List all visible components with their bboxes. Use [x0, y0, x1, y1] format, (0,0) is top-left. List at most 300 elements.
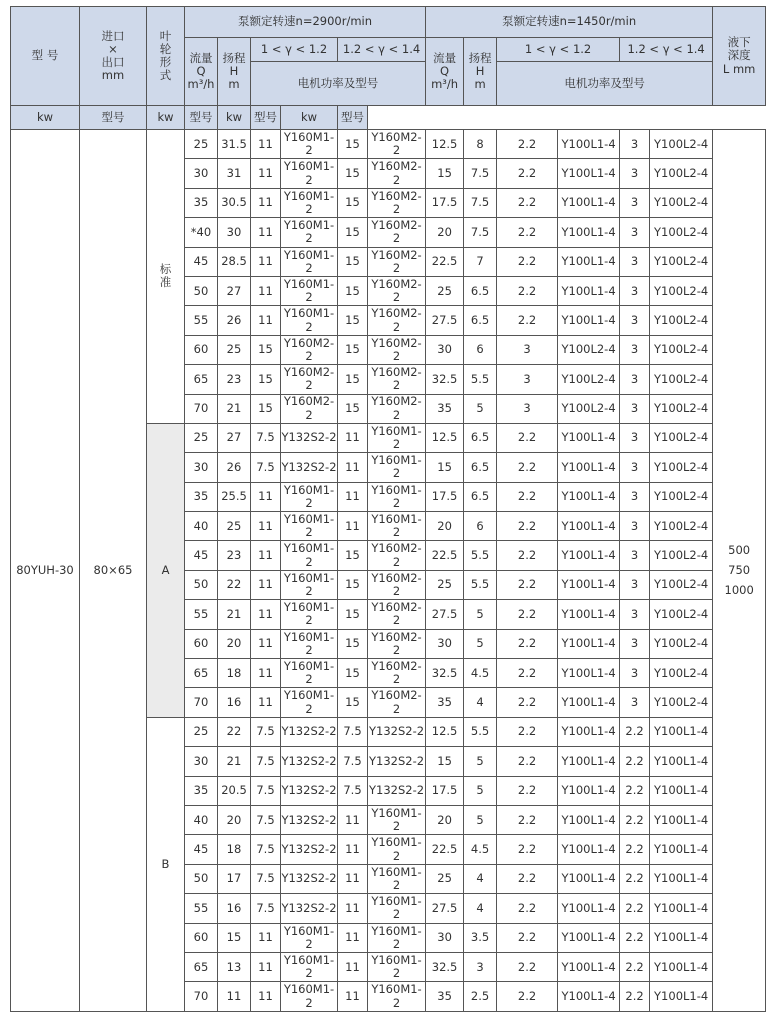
data-cell: 15 [426, 453, 464, 482]
data-cell: 5.5 [464, 365, 497, 394]
data-cell: Y160M1-2 [368, 805, 426, 834]
data-cell: 32.5 [426, 365, 464, 394]
data-cell: 2.2 [497, 570, 558, 599]
data-cell: Y100L1-4 [558, 717, 620, 746]
data-cell: 11 [338, 482, 368, 511]
data-cell: 3 [497, 365, 558, 394]
data-cell: Y100L1-4 [650, 717, 713, 746]
data-cell: 3 [620, 365, 650, 394]
data-cell: 11 [338, 805, 368, 834]
data-cell: 6 [464, 335, 497, 364]
data-cell: 5 [464, 747, 497, 776]
data-cell: Y100L2-4 [650, 335, 713, 364]
kw-header: kw [147, 106, 185, 130]
data-cell: 27.5 [426, 894, 464, 923]
data-cell: Y100L1-4 [650, 982, 713, 1011]
data-cell: 7.5 [251, 894, 281, 923]
data-cell: Y100L1-4 [558, 453, 620, 482]
data-cell: 3 [464, 952, 497, 981]
data-cell: 22 [218, 570, 251, 599]
data-cell: 11 [251, 306, 281, 335]
data-cell: Y100L2-4 [650, 159, 713, 188]
data-cell: 5 [464, 394, 497, 423]
data-cell: 70 [185, 688, 218, 717]
data-cell: Y160M1-2 [281, 923, 338, 952]
data-cell: Y160M1-2 [281, 688, 338, 717]
data-cell: Y100L1-4 [558, 482, 620, 511]
data-cell: 11 [251, 482, 281, 511]
data-cell: Y100L2-4 [650, 247, 713, 276]
data-cell: 11 [251, 923, 281, 952]
data-cell: Y160M2-2 [368, 600, 426, 629]
data-cell: 3 [620, 247, 650, 276]
data-cell: Y100L2-4 [650, 453, 713, 482]
data-cell: Y100L1-4 [558, 805, 620, 834]
data-cell: 45 [185, 541, 218, 570]
data-cell: Y160M2-2 [368, 218, 426, 247]
data-cell: 2.2 [497, 218, 558, 247]
data-cell: Y100L2-4 [650, 130, 713, 159]
data-cell: 7.5 [338, 747, 368, 776]
data-cell: 3 [620, 423, 650, 452]
data-cell: Y100L1-4 [558, 276, 620, 305]
data-cell: Y160M1-2 [281, 982, 338, 1011]
data-cell: Y100L1-4 [650, 747, 713, 776]
flow-header-1450: 流量 Q m³/h [426, 38, 464, 106]
data-cell: 11 [251, 512, 281, 541]
range-b-header-1450: 1.2 < γ < 1.4 [620, 38, 713, 62]
data-cell: 3 [620, 570, 650, 599]
data-cell: Y160M1-2 [281, 276, 338, 305]
data-cell: Y100L2-4 [650, 276, 713, 305]
data-cell: 15 [338, 159, 368, 188]
data-cell: 40 [185, 805, 218, 834]
spec-table-container [10, 6, 766, 1012]
data-cell: 11 [338, 453, 368, 482]
data-cell: 35 [185, 482, 218, 511]
data-cell: 23 [218, 541, 251, 570]
data-cell: 13 [218, 952, 251, 981]
data-cell: 60 [185, 923, 218, 952]
data-cell: Y160M2-2 [368, 188, 426, 217]
depth-value: 1000 [724, 583, 754, 598]
data-cell: 26 [218, 453, 251, 482]
data-cell: 6.5 [464, 306, 497, 335]
data-cell: Y160M2-2 [368, 276, 426, 305]
data-cell: 15 [338, 218, 368, 247]
data-cell: Y100L2-4 [558, 335, 620, 364]
data-cell: 7.5 [338, 776, 368, 805]
data-cell: 35 [185, 776, 218, 805]
data-cell: Y132S2-2 [281, 776, 338, 805]
data-cell: 7 [464, 247, 497, 276]
data-cell: Y132S2-2 [281, 717, 338, 746]
speed-2900-header: 泵额定转速n=2900r/min [185, 7, 426, 38]
data-cell: 2.2 [497, 247, 558, 276]
data-cell: 12.5 [426, 717, 464, 746]
inlet-outlet-header: 进口 × 出口 mm [80, 7, 147, 106]
data-cell: Y100L1-4 [650, 805, 713, 834]
data-cell: Y160M1-2 [368, 923, 426, 952]
data-cell: 7.5 [338, 717, 368, 746]
motor-header-1450: 电机功率及型号 [497, 62, 713, 106]
data-cell: 6.5 [464, 482, 497, 511]
data-cell: Y160M1-2 [368, 835, 426, 864]
depth-value: 500 [728, 543, 751, 558]
data-cell: Y100L1-4 [558, 894, 620, 923]
data-cell: Y160M1-2 [281, 541, 338, 570]
data-cell: 20 [426, 805, 464, 834]
data-cell: Y160M2-2 [368, 335, 426, 364]
data-cell: 3.5 [464, 923, 497, 952]
range-b-header-2900: 1.2 < γ < 1.4 [338, 38, 426, 62]
data-cell: 55 [185, 894, 218, 923]
data-cell: 15 [338, 247, 368, 276]
data-cell: 70 [185, 394, 218, 423]
data-cell: Y160M1-2 [281, 130, 338, 159]
impeller-type-header: 叶 轮 形 式 [147, 7, 185, 106]
pump-spec-table [10, 6, 766, 1012]
data-cell: Y160M2-2 [368, 247, 426, 276]
data-cell: 15 [338, 276, 368, 305]
data-cell: 21 [218, 600, 251, 629]
data-cell: Y160M1-2 [368, 482, 426, 511]
data-cell: 11 [338, 864, 368, 893]
data-cell: 2.2 [497, 188, 558, 217]
data-cell: 7.5 [251, 747, 281, 776]
data-cell: Y100L1-4 [558, 247, 620, 276]
data-cell: 70 [185, 982, 218, 1011]
model-header: 型 号 [11, 7, 80, 106]
data-cell: 15 [251, 335, 281, 364]
data-cell: Y100L2-4 [650, 541, 713, 570]
data-cell: Y100L1-4 [558, 952, 620, 981]
data-cell: 11 [251, 218, 281, 247]
data-cell: Y132S2-2 [281, 453, 338, 482]
data-cell: Y132S2-2 [368, 747, 426, 776]
data-cell: 7.5 [464, 218, 497, 247]
impeller-char: B [161, 856, 170, 871]
data-cell: 4 [464, 864, 497, 893]
data-cell: Y160M1-2 [281, 570, 338, 599]
data-cell: 35 [426, 982, 464, 1011]
data-cell: 11 [251, 659, 281, 688]
kw-header: kw [281, 106, 338, 130]
data-cell: 4.5 [464, 659, 497, 688]
data-cell: 25.5 [218, 482, 251, 511]
data-cell: 2.2 [497, 659, 558, 688]
data-cell: Y132S2-2 [368, 717, 426, 746]
data-cell: 2.2 [497, 747, 558, 776]
head-header-1450: 扬程 H m [464, 38, 497, 106]
data-cell: 16 [218, 894, 251, 923]
data-cell: 50 [185, 570, 218, 599]
data-cell: Y100L2-4 [650, 423, 713, 452]
data-cell: Y160M2-2 [368, 659, 426, 688]
data-cell: 3 [620, 218, 650, 247]
data-cell: 11 [338, 952, 368, 981]
data-cell: 15 [338, 130, 368, 159]
data-cell: 15 [338, 570, 368, 599]
data-cell: 45 [185, 247, 218, 276]
data-cell: 4.5 [464, 835, 497, 864]
data-cell: 2.2 [497, 600, 558, 629]
data-cell: Y100L1-4 [558, 659, 620, 688]
data-cell: 2.2 [497, 276, 558, 305]
data-cell: 22.5 [426, 541, 464, 570]
data-cell: 5.5 [464, 717, 497, 746]
data-cell: Y160M1-2 [281, 952, 338, 981]
data-cell: Y100L1-4 [650, 864, 713, 893]
data-cell: Y100L2-4 [650, 688, 713, 717]
data-cell: Y160M2-2 [368, 394, 426, 423]
data-cell: Y100L1-4 [558, 512, 620, 541]
data-cell: 20 [218, 629, 251, 658]
data-cell: 25 [426, 570, 464, 599]
data-cell: 35 [426, 688, 464, 717]
data-cell: Y100L1-4 [558, 629, 620, 658]
data-cell: 2.2 [620, 747, 650, 776]
data-cell: 25 [185, 130, 218, 159]
data-cell: 3 [620, 600, 650, 629]
data-cell: 60 [185, 335, 218, 364]
data-cell: Y160M1-2 [368, 952, 426, 981]
data-cell: Y100L2-4 [650, 394, 713, 423]
data-cell: 20.5 [218, 776, 251, 805]
data-cell: 5.5 [464, 570, 497, 599]
data-cell: 50 [185, 864, 218, 893]
data-cell: 2.2 [497, 629, 558, 658]
data-cell: Y160M1-2 [281, 629, 338, 658]
data-cell: *40 [185, 218, 218, 247]
data-cell: Y160M2-2 [281, 394, 338, 423]
data-cell: 2.2 [497, 923, 558, 952]
data-cell: 2.2 [620, 982, 650, 1011]
data-cell: 7.5 [251, 864, 281, 893]
data-cell: Y160M2-2 [368, 130, 426, 159]
data-cell: 5 [464, 776, 497, 805]
data-cell: 15 [338, 629, 368, 658]
data-cell: 2.2 [620, 923, 650, 952]
data-cell: Y100L1-4 [558, 835, 620, 864]
data-cell: 3 [497, 335, 558, 364]
data-cell: 2.2 [620, 805, 650, 834]
data-cell: Y100L1-4 [558, 570, 620, 599]
data-cell: Y100L1-4 [558, 188, 620, 217]
data-cell: 20 [426, 218, 464, 247]
data-cell: 2.2 [620, 776, 650, 805]
data-cell: 12.5 [426, 130, 464, 159]
data-cell: Y100L1-4 [558, 159, 620, 188]
data-cell: 16 [218, 688, 251, 717]
data-cell: 15 [338, 659, 368, 688]
data-cell: Y100L1-4 [558, 541, 620, 570]
data-cell: 25 [426, 276, 464, 305]
data-cell: 2.2 [497, 952, 558, 981]
data-cell: Y160M2-2 [281, 365, 338, 394]
data-cell: 2.2 [497, 864, 558, 893]
impeller-type-cell [147, 717, 185, 1011]
data-cell: 2.2 [497, 159, 558, 188]
data-cell: Y160M2-2 [281, 335, 338, 364]
data-cell: Y160M1-2 [281, 306, 338, 335]
impeller-type-cell [147, 130, 185, 424]
data-cell: Y160M1-2 [368, 512, 426, 541]
data-cell: Y160M2-2 [368, 629, 426, 658]
data-cell: 2.2 [497, 130, 558, 159]
data-cell: 22.5 [426, 835, 464, 864]
data-cell: Y160M1-2 [281, 159, 338, 188]
data-cell: 65 [185, 952, 218, 981]
data-cell: Y100L1-4 [558, 747, 620, 776]
data-cell: 7.5 [464, 159, 497, 188]
data-cell: 11 [251, 629, 281, 658]
data-cell: 11 [338, 423, 368, 452]
inlet-outlet-cell: 80×65 [80, 130, 147, 1012]
data-cell: 2.2 [620, 717, 650, 746]
data-cell: Y160M1-2 [281, 659, 338, 688]
data-cell: Y100L2-4 [650, 659, 713, 688]
data-cell: 18 [218, 835, 251, 864]
data-cell: 17.5 [426, 188, 464, 217]
data-cell: Y100L2-4 [650, 306, 713, 335]
data-cell: 21 [218, 394, 251, 423]
data-cell: 32.5 [426, 952, 464, 981]
data-cell: 30 [185, 747, 218, 776]
data-cell: Y100L1-4 [558, 982, 620, 1011]
data-cell: 30 [218, 218, 251, 247]
data-cell: Y132S2-2 [281, 864, 338, 893]
data-cell: 17.5 [426, 776, 464, 805]
data-cell: 7.5 [251, 835, 281, 864]
data-cell: 11 [251, 188, 281, 217]
data-cell: Y100L1-4 [650, 776, 713, 805]
data-cell: 2.2 [497, 717, 558, 746]
data-cell: Y100L1-4 [558, 306, 620, 335]
data-cell: Y100L1-4 [650, 952, 713, 981]
motor-model-header: 型号 [185, 106, 218, 130]
data-cell: 2.2 [497, 482, 558, 511]
data-cell: 18 [218, 659, 251, 688]
data-cell: 15 [338, 306, 368, 335]
table-body [11, 7, 766, 1012]
data-cell: 2.2 [620, 835, 650, 864]
data-cell: 7.5 [251, 805, 281, 834]
motor-model-header: 型号 [251, 106, 281, 130]
data-cell: 15 [251, 365, 281, 394]
data-cell: 5 [464, 600, 497, 629]
data-cell: 2.2 [497, 688, 558, 717]
data-cell: 3 [620, 335, 650, 364]
depth-cell [713, 130, 766, 1012]
data-cell: 2.2 [497, 894, 558, 923]
data-cell: 27.5 [426, 306, 464, 335]
data-cell: Y160M1-2 [368, 982, 426, 1011]
data-cell: 25 [185, 423, 218, 452]
data-cell: Y160M2-2 [368, 688, 426, 717]
data-cell: 4 [464, 688, 497, 717]
data-cell: Y100L1-4 [558, 423, 620, 452]
data-cell: Y160M2-2 [368, 570, 426, 599]
data-cell: 11 [251, 952, 281, 981]
data-cell: 5 [464, 805, 497, 834]
range-a-header-1450: 1 < γ < 1.2 [497, 38, 620, 62]
data-cell: Y100L1-4 [650, 835, 713, 864]
data-cell: Y132S2-2 [281, 894, 338, 923]
data-cell: 2.2 [497, 423, 558, 452]
data-cell: 15 [251, 394, 281, 423]
data-cell: 15 [426, 747, 464, 776]
data-cell: 15 [338, 394, 368, 423]
data-cell: 27 [218, 423, 251, 452]
data-cell: 11 [338, 982, 368, 1011]
data-cell: 3 [620, 629, 650, 658]
data-cell: 55 [185, 600, 218, 629]
data-cell: 11 [251, 159, 281, 188]
data-cell: Y100L2-4 [650, 512, 713, 541]
data-cell: 2.2 [497, 982, 558, 1011]
data-cell: 11 [251, 247, 281, 276]
data-cell: 65 [185, 659, 218, 688]
data-cell: 3 [497, 394, 558, 423]
data-cell: Y160M1-2 [281, 218, 338, 247]
data-cell: 11 [251, 276, 281, 305]
data-cell: 11 [251, 130, 281, 159]
impeller-char: 标 [159, 262, 172, 277]
data-cell: Y100L1-4 [558, 130, 620, 159]
impeller-char: A [161, 562, 170, 577]
data-cell: 3 [620, 188, 650, 217]
data-cell: 17.5 [426, 482, 464, 511]
data-cell: 25 [218, 335, 251, 364]
data-cell: 15 [218, 923, 251, 952]
table-row [11, 130, 766, 159]
data-cell: 2.2 [497, 805, 558, 834]
data-cell: 15 [338, 688, 368, 717]
kw-header: kw [218, 106, 251, 130]
data-cell: Y160M1-2 [281, 482, 338, 511]
data-cell: 2.2 [497, 541, 558, 570]
data-cell: 25 [426, 864, 464, 893]
data-cell: 3 [620, 394, 650, 423]
data-cell: 22 [218, 717, 251, 746]
data-cell: 3 [620, 688, 650, 717]
data-cell: 50 [185, 276, 218, 305]
data-cell: Y160M2-2 [368, 159, 426, 188]
range-a-header-2900: 1 < γ < 1.2 [251, 38, 338, 62]
data-cell: 27.5 [426, 600, 464, 629]
data-cell: 11 [338, 835, 368, 864]
data-cell: 30 [185, 159, 218, 188]
kw-header: kw [11, 106, 80, 130]
data-cell: 11 [251, 600, 281, 629]
data-cell: 31 [218, 159, 251, 188]
data-cell: Y100L1-4 [558, 688, 620, 717]
data-cell: 11 [338, 512, 368, 541]
data-cell: 3 [620, 159, 650, 188]
data-cell: Y132S2-2 [281, 423, 338, 452]
data-cell: 15 [338, 188, 368, 217]
data-cell: Y100L1-4 [558, 776, 620, 805]
data-cell: 11 [338, 923, 368, 952]
data-cell: Y160M2-2 [368, 306, 426, 335]
data-cell: Y160M2-2 [368, 365, 426, 394]
data-cell: Y100L1-4 [558, 600, 620, 629]
data-cell: 15 [338, 600, 368, 629]
data-cell: 2.5 [464, 982, 497, 1011]
data-cell: 3 [620, 512, 650, 541]
data-cell: 17 [218, 864, 251, 893]
